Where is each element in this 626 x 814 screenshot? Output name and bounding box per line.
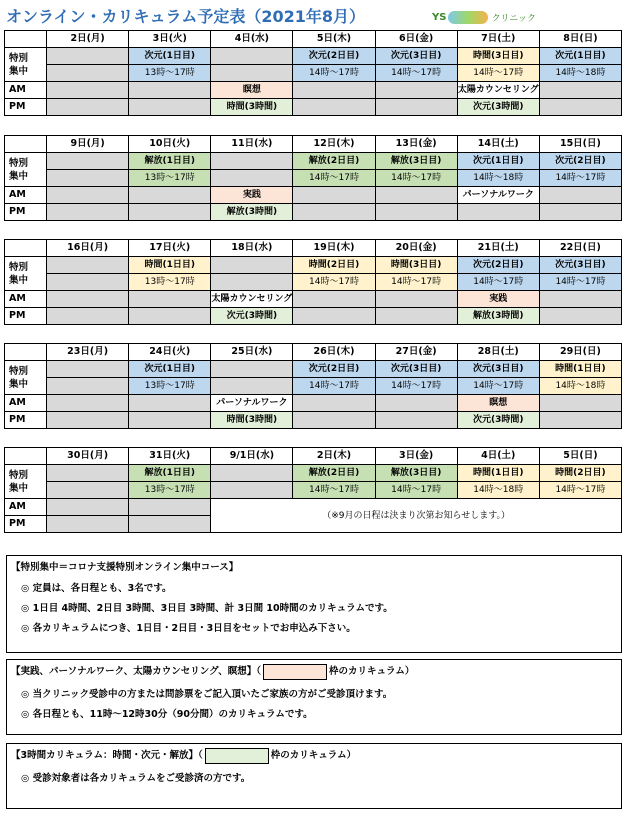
am-cell <box>375 187 457 204</box>
pm-cell <box>47 204 129 221</box>
row-label-special <box>5 361 47 395</box>
row-label-special <box>5 465 47 499</box>
week-block <box>4 30 622 116</box>
row-label-special <box>5 257 47 291</box>
pm-cell <box>539 308 621 325</box>
am-cell: 太陽カウンセリング <box>457 82 539 99</box>
row-label-am: AM <box>5 395 47 412</box>
info-heading <box>11 663 621 680</box>
row-label-special <box>5 48 47 82</box>
pm-cell <box>375 204 457 221</box>
week-block <box>4 447 622 533</box>
day-header: 11日(水) <box>211 136 293 153</box>
page-title: オンライン・カリキュラム予定表（2021年8月） <box>6 7 366 26</box>
course-time-cell: 13時～17時 <box>129 170 211 187</box>
am-cell: 実践 <box>457 291 539 308</box>
course-time-cell: 13時～17時 <box>129 482 211 499</box>
am-cell <box>129 395 211 412</box>
info-item: ◎ 受診対象者は各カリキュラムをご受診済の方です。 <box>21 772 251 784</box>
am-row <box>5 499 622 516</box>
course-time-cell: 14時～17時 <box>539 482 621 499</box>
course-name-cell: 次元(2日目) <box>457 257 539 274</box>
row-label-am: AM <box>5 82 47 99</box>
course-name-cell: 次元(3日目) <box>375 48 457 65</box>
course-time-cell <box>47 274 129 291</box>
am-cell: 実践 <box>211 187 293 204</box>
row-label-special-1: 特別 <box>9 52 29 64</box>
am-cell <box>375 82 457 99</box>
pm-cell: 時間(3時間) <box>211 412 293 429</box>
pm-row <box>5 412 622 429</box>
row-label-special-2: 集中 <box>9 170 29 182</box>
logo-prefix: YS <box>432 11 447 23</box>
course-name-cell: 時間(3日目) <box>457 48 539 65</box>
course-time-cell <box>47 65 129 82</box>
course-time-cell: 14時～17時 <box>375 482 457 499</box>
day-header: 5日(木) <box>293 31 375 48</box>
course-time-cell <box>47 378 129 395</box>
corner-cell <box>5 240 47 257</box>
row-label-pm: PM <box>5 308 47 325</box>
special-time-row <box>5 170 622 187</box>
info-item: ◎ 当クリニック受診中の方または問診票をご記入頂いたご家族の方がご受診頂けます。 <box>21 688 393 700</box>
day-header: 5日(日) <box>539 448 621 465</box>
day-header: 18日(水) <box>211 240 293 257</box>
course-name-cell <box>211 48 293 65</box>
am-cell <box>47 291 129 308</box>
course-time-cell: 14時～17時 <box>457 378 539 395</box>
special-time-row <box>5 378 622 395</box>
course-time-cell: 14時～17時 <box>293 378 375 395</box>
course-time-cell <box>47 482 129 499</box>
info-box-special <box>6 555 622 653</box>
pm-cell <box>129 308 211 325</box>
course-name-cell <box>47 48 129 65</box>
row-label-special-2: 集中 <box>9 274 29 286</box>
row-label-special-2: 集中 <box>9 65 29 77</box>
pm-cell <box>293 308 375 325</box>
course-time-cell: 14時～17時 <box>375 274 457 291</box>
am-row <box>5 82 622 99</box>
course-time-cell <box>211 170 293 187</box>
course-time-cell: 13時～17時 <box>129 65 211 82</box>
course-name-cell: 次元(3日目) <box>457 361 539 378</box>
course-name-cell: 次元(1日目) <box>129 48 211 65</box>
am-row <box>5 291 622 308</box>
row-label-special <box>5 153 47 187</box>
am-cell <box>47 499 129 516</box>
am-cell: 瞑想 <box>211 82 293 99</box>
row-label-am: AM <box>5 499 47 516</box>
special-row <box>5 465 622 482</box>
course-name-cell <box>47 465 129 482</box>
pm-cell: 時間(3時間) <box>211 99 293 116</box>
row-label-special-1: 特別 <box>9 469 29 481</box>
course-time-cell: 14時～17時 <box>293 482 375 499</box>
course-name-cell: 時間(2日目) <box>293 257 375 274</box>
day-header: 26日(木) <box>293 344 375 361</box>
header-row <box>5 240 622 257</box>
day-header: 29日(日) <box>539 344 621 361</box>
row-label-pm: PM <box>5 204 47 221</box>
info-heading <box>11 747 621 764</box>
peach-swatch <box>263 664 327 680</box>
am-cell <box>129 82 211 99</box>
day-header: 2日(月) <box>47 31 129 48</box>
pm-cell: 解放(3時間) <box>211 204 293 221</box>
am-cell <box>47 82 129 99</box>
course-name-cell <box>47 257 129 274</box>
course-time-cell: 14時～17時 <box>539 170 621 187</box>
mint-swatch <box>205 748 269 764</box>
am-cell <box>129 499 211 516</box>
course-name-cell: 次元(1日目) <box>539 48 621 65</box>
am-cell <box>47 395 129 412</box>
header-row <box>5 136 622 153</box>
course-name-cell: 時間(1日目) <box>457 465 539 482</box>
day-header: 17日(火) <box>129 240 211 257</box>
day-header: 13日(金) <box>375 136 457 153</box>
course-time-cell: 14時～18時 <box>457 482 539 499</box>
special-row <box>5 153 622 170</box>
day-header: 4日(水) <box>211 31 293 48</box>
am-cell <box>539 82 621 99</box>
day-header: 2日(木) <box>293 448 375 465</box>
course-time-cell: 14時～17時 <box>293 65 375 82</box>
day-header: 3日(金) <box>375 448 457 465</box>
row-label-special-2: 集中 <box>9 378 29 390</box>
pm-cell <box>293 412 375 429</box>
header-row <box>5 344 622 361</box>
info-item: ◎ 定員は、各日程とも、3名です。 <box>21 583 172 594</box>
day-header: 24日(火) <box>129 344 211 361</box>
am-cell <box>293 187 375 204</box>
course-time-cell: 14時～17時 <box>375 378 457 395</box>
am-cell <box>293 395 375 412</box>
course-name-cell: 解放(3日目) <box>375 465 457 482</box>
pm-cell <box>129 516 211 533</box>
day-header: 23日(月) <box>47 344 129 361</box>
row-label-special-2: 集中 <box>9 482 29 494</box>
course-time-cell: 13時～17時 <box>129 274 211 291</box>
day-header: 3日(火) <box>129 31 211 48</box>
course-time-cell: 14時～17時 <box>457 65 539 82</box>
row-label-special-1: 特別 <box>9 157 29 169</box>
info-heading-post: 枠のカリキュラム） <box>328 666 415 677</box>
am-cell: 瞑想 <box>457 395 539 412</box>
pm-cell <box>47 516 129 533</box>
pm-cell <box>457 204 539 221</box>
day-header: 14日(土) <box>457 136 539 153</box>
row-label-special-1: 特別 <box>9 261 29 273</box>
day-header: 9日(月) <box>47 136 129 153</box>
pm-cell <box>47 308 129 325</box>
am-cell <box>539 395 621 412</box>
pm-cell <box>47 412 129 429</box>
course-name-cell: 次元(3日目) <box>375 361 457 378</box>
course-time-cell: 14時～17時 <box>293 170 375 187</box>
day-header: 16日(月) <box>47 240 129 257</box>
pm-cell: 次元(3時間) <box>457 412 539 429</box>
am-cell <box>293 291 375 308</box>
day-header: 30日(月) <box>47 448 129 465</box>
course-time-cell <box>47 170 129 187</box>
course-time-cell <box>211 482 293 499</box>
pm-cell <box>539 412 621 429</box>
day-header: 19日(木) <box>293 240 375 257</box>
pm-cell <box>129 204 211 221</box>
info-item: ◎ 各日程とも、11時～12時30分（90分間）のカリキュラムです。 <box>21 708 313 720</box>
course-time-cell: 14時～18時 <box>539 378 621 395</box>
pm-cell <box>375 99 457 116</box>
day-header: 25日(水) <box>211 344 293 361</box>
pm-cell <box>293 99 375 116</box>
course-time-cell: 14時～17時 <box>293 274 375 291</box>
special-row <box>5 257 622 274</box>
row-label-pm: PM <box>5 516 47 533</box>
course-name-cell: 解放(1日目) <box>129 465 211 482</box>
info-item: ◎ 各カリキュラムにつき、1日目・2日目・3日目をセットでお申込み下さい。 <box>21 623 356 634</box>
pm-cell <box>375 308 457 325</box>
day-header: 28日(土) <box>457 344 539 361</box>
day-header: 7日(土) <box>457 31 539 48</box>
course-name-cell: 次元(1日目) <box>129 361 211 378</box>
day-header: 6日(金) <box>375 31 457 48</box>
pm-cell: 次元(3時間) <box>211 308 293 325</box>
special-time-row <box>5 65 622 82</box>
pm-cell <box>375 412 457 429</box>
course-time-cell: 14時～17時 <box>375 170 457 187</box>
day-header: 8日(日) <box>539 31 621 48</box>
row-label-pm: PM <box>5 412 47 429</box>
pm-cell: 次元(3時間) <box>457 99 539 116</box>
schedule-note: （※9月の日程は決まり次第お知らせします。） <box>211 499 622 533</box>
pm-cell <box>129 99 211 116</box>
corner-cell <box>5 448 47 465</box>
am-cell <box>293 82 375 99</box>
info-heading-pre: 【実践、パーソナルワーク、太陽カウンセリング、瞑想】（ <box>11 666 261 677</box>
course-name-cell: 時間(1日目) <box>129 257 211 274</box>
course-name-cell: 次元(1日目) <box>457 153 539 170</box>
info-box-3hour <box>6 743 622 809</box>
am-cell <box>129 291 211 308</box>
info-heading: 【特別集中＝コロナ支援特別オンライン集中コース】 <box>11 562 239 573</box>
course-time-cell: 14時～17時 <box>539 274 621 291</box>
course-name-cell: 解放(3日目) <box>375 153 457 170</box>
corner-cell <box>5 344 47 361</box>
course-name-cell <box>211 257 293 274</box>
course-name-cell: 時間(3日目) <box>375 257 457 274</box>
pm-cell <box>129 412 211 429</box>
pm-cell <box>47 99 129 116</box>
special-row <box>5 361 622 378</box>
info-item: ◎ 1日目 4時間、2日目 3時間、3日目 3時間、計 3日間 10時間のカリキュラムです。 <box>21 603 393 614</box>
info-box-am <box>6 659 622 735</box>
course-name-cell: 解放(1日目) <box>129 153 211 170</box>
course-time-cell <box>211 274 293 291</box>
am-cell: 太陽カウンセリング <box>211 291 293 308</box>
info-heading-pre: 【3時間カリキュラム：時間・次元・解放】（ <box>11 750 203 761</box>
course-name-cell <box>47 361 129 378</box>
day-header: 21日(土) <box>457 240 539 257</box>
info-heading-post: 枠のカリキュラム） <box>270 750 357 761</box>
week-block <box>4 343 622 429</box>
special-time-row <box>5 482 622 499</box>
pm-row <box>5 204 622 221</box>
pm-cell: 解放(3時間) <box>457 308 539 325</box>
row-label-special-1: 特別 <box>9 365 29 377</box>
day-header: 20日(金) <box>375 240 457 257</box>
logo-suffix: クリニック <box>491 13 536 24</box>
course-name-cell <box>211 361 293 378</box>
course-name-cell: 時間(2日目) <box>539 465 621 482</box>
am-row <box>5 395 622 412</box>
header-row <box>5 31 622 48</box>
special-time-row <box>5 274 622 291</box>
day-header: 15日(日) <box>539 136 621 153</box>
header-row <box>5 448 622 465</box>
am-cell <box>129 187 211 204</box>
special-row <box>5 48 622 65</box>
course-time-cell <box>211 378 293 395</box>
pm-cell <box>293 204 375 221</box>
course-time-cell: 14時～18時 <box>457 170 539 187</box>
course-name-cell: 時間(1日目) <box>539 361 621 378</box>
day-header: 22日(日) <box>539 240 621 257</box>
week-block <box>4 135 622 221</box>
day-header: 10日(火) <box>129 136 211 153</box>
course-time-cell: 14時～18時 <box>539 65 621 82</box>
am-cell <box>539 291 621 308</box>
pm-cell <box>539 204 621 221</box>
course-name-cell <box>211 465 293 482</box>
course-time-cell: 14時～17時 <box>457 274 539 291</box>
row-label-am: AM <box>5 291 47 308</box>
day-header: 12日(木) <box>293 136 375 153</box>
course-name-cell: 次元(2日目) <box>293 48 375 65</box>
row-label-pm: PM <box>5 99 47 116</box>
course-name-cell: 次元(2日目) <box>293 361 375 378</box>
am-row <box>5 187 622 204</box>
day-header: 9/1日(水) <box>211 448 293 465</box>
kokoro-logo-icon <box>448 11 488 24</box>
row-label-am: AM <box>5 187 47 204</box>
day-header: 4日(土) <box>457 448 539 465</box>
am-cell <box>375 395 457 412</box>
course-name-cell <box>47 153 129 170</box>
course-time-cell: 13時～17時 <box>129 378 211 395</box>
course-name-cell: 次元(3日目) <box>539 257 621 274</box>
am-cell <box>47 187 129 204</box>
am-cell: パーソナルワーク <box>457 187 539 204</box>
week-block <box>4 239 622 325</box>
course-name-cell: 次元(2日目) <box>539 153 621 170</box>
course-time-cell <box>211 65 293 82</box>
am-cell <box>539 187 621 204</box>
pm-row <box>5 99 622 116</box>
course-name-cell <box>211 153 293 170</box>
pm-cell <box>539 99 621 116</box>
course-name-cell: 解放(2日目) <box>293 153 375 170</box>
course-time-cell: 14時～17時 <box>375 65 457 82</box>
day-header: 31日(火) <box>129 448 211 465</box>
pm-row <box>5 308 622 325</box>
course-name-cell: 解放(2日目) <box>293 465 375 482</box>
clinic-logo <box>432 9 536 25</box>
corner-cell <box>5 31 47 48</box>
day-header: 27日(金) <box>375 344 457 361</box>
am-cell: パーソナルワーク <box>211 395 293 412</box>
am-cell <box>375 291 457 308</box>
corner-cell <box>5 136 47 153</box>
